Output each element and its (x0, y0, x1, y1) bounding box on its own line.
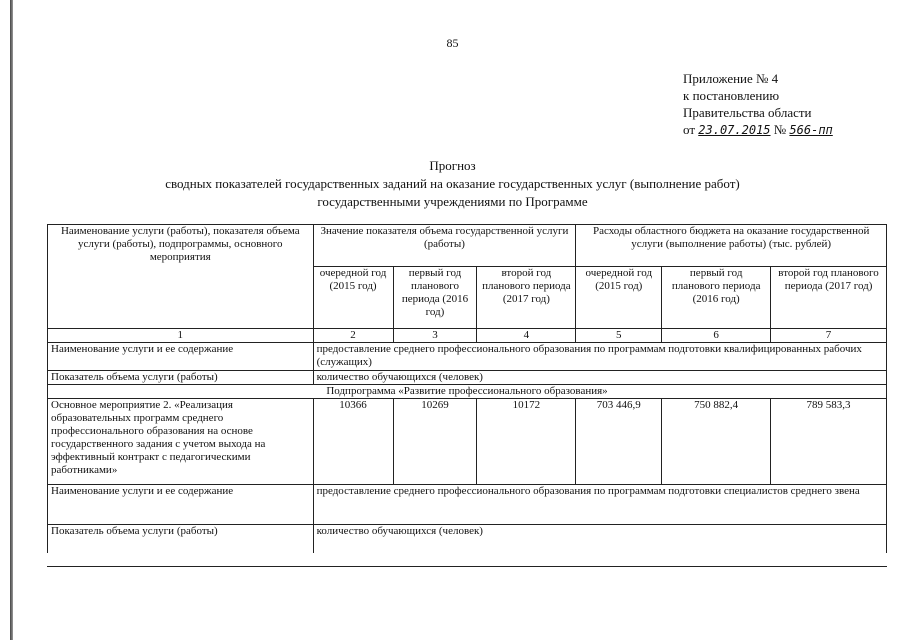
appendix-date-line (683, 121, 833, 139)
title-line-3: государственными учреждениями по Программе (317, 194, 588, 209)
indicator-label-1: Показатель объема услуги (работы) (48, 371, 314, 385)
header-sub-3: второй год планового периода (2017 год) (477, 267, 576, 329)
title-line-1: Прогноз (429, 158, 476, 173)
header-sub-5: первый год планового периода (2016 год) (662, 267, 771, 329)
column-number-7: 7 (771, 329, 887, 343)
indicator-value-1: количество обучающихся (человек) (313, 371, 886, 385)
header-sub-4: очередной год (2015 год) (576, 267, 662, 329)
measure-expense-2015: 703 446,9 (576, 399, 662, 485)
handwritten-date: 23.07.2015 (698, 123, 771, 137)
service-row-1 (48, 343, 887, 371)
appendix-line-1: Приложение № 4 (683, 71, 779, 86)
measure-expense-2017: 789 583,3 (771, 399, 887, 485)
indicator-row-2 (48, 525, 887, 553)
measure-label: Основное мероприятие 2. «Реализация образовательных программ среднего профессионального образования на основе государственного задания с учетом выхода на эффективный контракт с педагогическими работниками» (48, 399, 314, 485)
appendix-line-2: к постановлению (683, 88, 780, 103)
header-value-group: Значение показателя объема государственной услуги (работы) (313, 225, 576, 267)
subprogram-row (48, 385, 887, 399)
indicator-value-2: количество обучающихся (человек) (313, 525, 886, 553)
measure-value-2016: 10269 (393, 399, 477, 485)
header-expense-group: Расходы областного бюджета на оказание государственной услуги (выполнение работы) (тыс. рублей) (576, 225, 887, 267)
column-number-4: 4 (477, 329, 576, 343)
header-sub-6: второй год планового периода (2017 год) (771, 267, 887, 329)
service-value-1: предоставление среднего профессионального образования по программам подготовки квалифицированных рабочих (служащих) (313, 343, 886, 371)
measure-expense-2016: 750 882,4 (662, 399, 771, 485)
forecast-table (47, 224, 887, 553)
service-row-2 (48, 485, 887, 525)
measure-value-2017: 10172 (477, 399, 576, 485)
handwritten-number: 566-пп (789, 123, 833, 137)
page-number: 85 (446, 36, 459, 50)
service-label-2: Наименование услуги и ее содержание (48, 485, 314, 525)
measure-value-2015: 10366 (313, 399, 393, 485)
measure-row (48, 399, 887, 485)
appendix-line-3: Правительства области (683, 105, 812, 120)
service-label-1: Наименование услуги и ее содержание (48, 343, 314, 371)
table-bottom-border (47, 566, 887, 567)
scan-edge (10, 0, 13, 640)
header-sub-1: очередной год (2015 год) (313, 267, 393, 329)
column-number-1: 1 (48, 329, 314, 343)
column-number-2: 2 (313, 329, 393, 343)
document-title (0, 157, 905, 211)
indicator-row-1 (48, 371, 887, 385)
column-number-5: 5 (576, 329, 662, 343)
column-number-3: 3 (393, 329, 477, 343)
header-row-1 (48, 225, 887, 267)
title-line-2: сводных показателей государственных заданий на оказание государственных услуг (выполнение работ) (165, 176, 740, 191)
appendix-block (683, 70, 833, 139)
service-value-2: предоставление среднего профессионального образования по программам подготовки специалистов среднего звена (313, 485, 886, 525)
indicator-label-2: Показатель объема услуги (работы) (48, 525, 314, 553)
header-name-column: Наименование услуги (работы), показателя объема услуги (работы), подпрограммы, основного мероприятия (48, 225, 314, 329)
header-sub-2: первый год планового периода (2016 год) (393, 267, 477, 329)
number-prefix: № (773, 122, 787, 137)
date-prefix: от (683, 122, 696, 137)
column-number-row (48, 329, 887, 343)
column-number-6: 6 (662, 329, 771, 343)
subprogram-title: Подпрограмма «Развитие профессионального образования» (48, 385, 887, 399)
